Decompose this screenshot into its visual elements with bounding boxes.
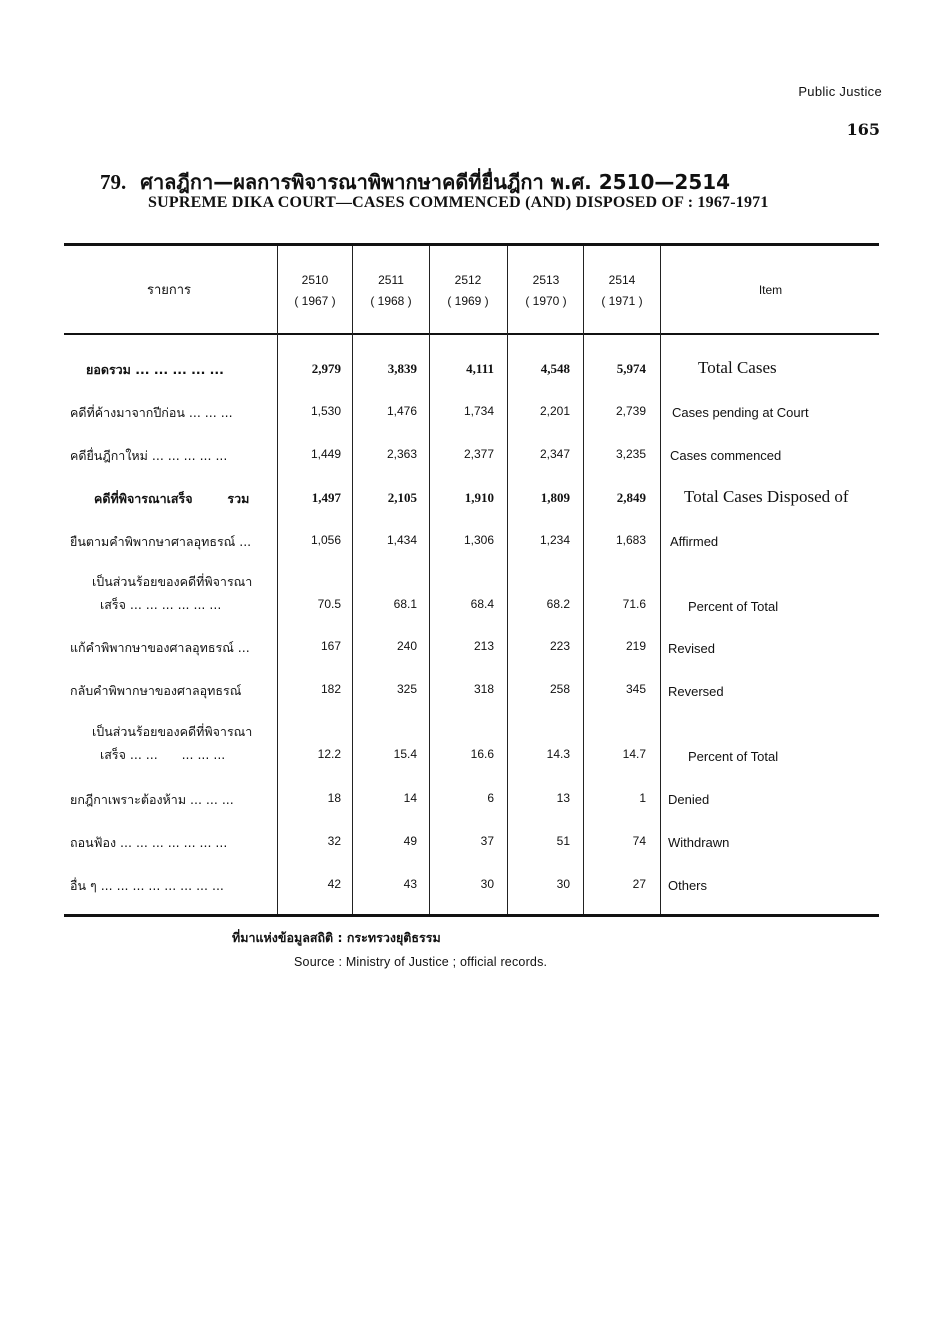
cell-value: 2,849 <box>616 490 646 505</box>
cell-value: 182 <box>320 682 341 696</box>
cell-value: 1,734 <box>463 404 494 418</box>
row-label-english: Cases pending at Court <box>672 405 809 420</box>
year-be: 2514 <box>608 273 636 287</box>
cell-value: 2,979 <box>311 361 341 376</box>
row-label-english: Others <box>668 878 708 893</box>
cell-value: 1,056 <box>310 533 341 547</box>
row-label-english: Revised <box>668 641 715 656</box>
cell-value: 68.4 <box>470 597 494 611</box>
row-label-thai-continued: เสร็จ ... ... ... ... ... ... <box>100 597 222 612</box>
row-label-english: Percent of Total <box>688 749 779 764</box>
cell-value: 18 <box>327 791 341 805</box>
year-be: 2512 <box>454 273 482 287</box>
cell-value: 2,377 <box>463 447 494 461</box>
cell-value: 70.5 <box>317 597 341 611</box>
cell-value: 15.4 <box>393 747 417 761</box>
column-divider <box>507 246 508 914</box>
year-ce: ( 1970 ) <box>525 294 567 308</box>
row-label-thai: คดียื่นฎีกาใหม่ ... ... ... ... ... <box>70 448 228 463</box>
column-divider <box>429 246 430 914</box>
row-label-english: Denied <box>668 792 710 807</box>
cell-value: 51 <box>556 834 570 848</box>
cell-value: 5,974 <box>616 361 646 376</box>
cell-value: 27 <box>632 877 646 891</box>
cell-value: 345 <box>625 682 646 696</box>
header-year-2510 <box>277 270 353 312</box>
title-thai: ศาลฎีกา—ผลการพิจารณาพิพากษาคดีที่ยื่นฎีกา พ.ศ. 2510—2514 <box>140 170 731 194</box>
cell-value: 3,839 <box>387 361 417 376</box>
cell-value: 68.1 <box>393 597 417 611</box>
year-be: 2510 <box>301 273 329 287</box>
cell-value: 1,530 <box>310 404 341 418</box>
year-be: 2513 <box>532 273 560 287</box>
column-divider <box>583 246 584 914</box>
cell-value: 14.3 <box>546 747 570 761</box>
header-year-2514 <box>584 270 660 312</box>
cell-value: 3,235 <box>615 447 646 461</box>
cell-value: 74 <box>632 834 646 848</box>
cell-value: 1,910 <box>464 490 494 505</box>
cell-value: 12.2 <box>317 747 341 761</box>
title-english: SUPREME DIKA COURT—CASES COMMENCED (AND) DISPOSED OF : 1967-1971 <box>148 194 769 211</box>
year-ce: ( 1968 ) <box>370 294 412 308</box>
cell-value: 258 <box>549 682 570 696</box>
source-english: Source : Ministry of Justice ; official records. <box>294 955 548 969</box>
cell-value: 49 <box>403 834 417 848</box>
cell-value: 14.7 <box>622 747 646 761</box>
cell-value: 2,105 <box>387 490 417 505</box>
header-item-english: Item <box>758 283 783 297</box>
source-thai: ที่มาแห่งข้อมูลสถิติ : กระทรวงยุติธรรม <box>232 930 441 945</box>
header-item-thai: รายการ <box>146 283 192 298</box>
cell-value: 1,497 <box>311 490 341 505</box>
row-label-english: Percent of Total <box>688 599 779 614</box>
cell-value: 1,809 <box>540 490 570 505</box>
row-label-thai: กลับคำพิพากษาของศาลอุทธรณ์ <box>70 683 242 698</box>
cell-value: 1,476 <box>386 404 417 418</box>
table-number: 79. <box>100 170 127 194</box>
cell-value: 213 <box>473 639 494 653</box>
cell-value: 68.2 <box>546 597 570 611</box>
table-top-rule <box>64 243 879 246</box>
cell-value: 37 <box>480 834 494 848</box>
row-label-thai: คดีที่ค้างมาจากปีก่อน ... ... ... <box>70 405 233 420</box>
cell-value: 2,201 <box>539 404 570 418</box>
column-divider <box>352 246 353 914</box>
header-year-2512 <box>430 270 506 312</box>
cell-value: 16.6 <box>470 747 494 761</box>
cell-value: 32 <box>327 834 341 848</box>
cell-value: 14 <box>403 791 417 805</box>
cell-value: 1,683 <box>615 533 646 547</box>
header-year-2511 <box>353 270 429 312</box>
cell-value: 1,449 <box>310 447 341 461</box>
cell-value: 318 <box>473 682 494 696</box>
cell-value: 71.6 <box>622 597 646 611</box>
row-label-english: Total Cases Disposed of <box>684 487 849 506</box>
cell-value: 167 <box>320 639 341 653</box>
cell-value: 2,363 <box>386 447 417 461</box>
column-divider <box>660 246 661 914</box>
cell-value: 1,434 <box>386 533 417 547</box>
row-label-thai: เป็นส่วนร้อยของคดีที่พิจารณา <box>92 724 253 739</box>
cell-value: 43 <box>403 877 417 891</box>
cell-value: 240 <box>396 639 417 653</box>
cell-value: 4,111 <box>466 361 494 376</box>
cell-value: 1,306 <box>463 533 494 547</box>
cell-value: 219 <box>625 639 646 653</box>
row-label-thai: ยอดรวม ... ... ... ... ... <box>86 362 224 377</box>
cell-value: 2,739 <box>615 404 646 418</box>
cell-value: 1 <box>639 791 646 805</box>
year-ce: ( 1969 ) <box>447 294 489 308</box>
cell-value: 42 <box>327 877 341 891</box>
row-label-english: Affirmed <box>670 534 719 549</box>
row-label-thai: ยกฎีกาเพราะต้องห้าม ... ... ... <box>70 792 234 807</box>
header-year-2513 <box>508 270 584 312</box>
table-bottom-rule <box>64 914 879 917</box>
row-label-english: Cases commenced <box>670 448 782 463</box>
row-label-thai-continued: เสร็จ ... ... ... ... ... <box>100 747 226 762</box>
cell-value: 30 <box>480 877 494 891</box>
cell-value: 325 <box>396 682 417 696</box>
row-label-thai: ยืนตามคำพิพากษาศาลอุทธรณ์ ... <box>70 534 252 549</box>
year-be: 2511 <box>378 273 404 287</box>
page-number: 165 <box>846 120 880 139</box>
running-head: Public Justice <box>798 84 882 99</box>
year-ce: ( 1971 ) <box>601 294 643 308</box>
row-label-english: Reversed <box>668 684 724 699</box>
row-label-english: Withdrawn <box>668 835 730 850</box>
cell-value: 223 <box>549 639 570 653</box>
cell-value: 30 <box>556 877 570 891</box>
cell-value: 13 <box>556 791 570 805</box>
row-label-thai: คดีที่พิจารณาเสร็จ รวม <box>94 491 250 506</box>
cell-value: 6 <box>487 791 494 805</box>
row-label-english: Total Cases <box>698 358 777 377</box>
row-label-thai: อื่น ๆ ... ... ... ... ... ... ... ... <box>70 878 224 893</box>
cell-value: 2,347 <box>539 447 570 461</box>
table-header-rule <box>64 333 879 335</box>
row-label-thai: แก้คำพิพากษาของศาลอุทธรณ์ ... <box>70 640 250 655</box>
cell-value: 4,548 <box>540 361 570 376</box>
row-label-thai: ถอนฟ้อง ... ... ... ... ... ... ... <box>70 835 228 850</box>
cell-value: 1,234 <box>539 533 570 547</box>
year-ce: ( 1967 ) <box>294 294 336 308</box>
row-label-thai: เป็นส่วนร้อยของคดีที่พิจารณา <box>92 574 253 589</box>
